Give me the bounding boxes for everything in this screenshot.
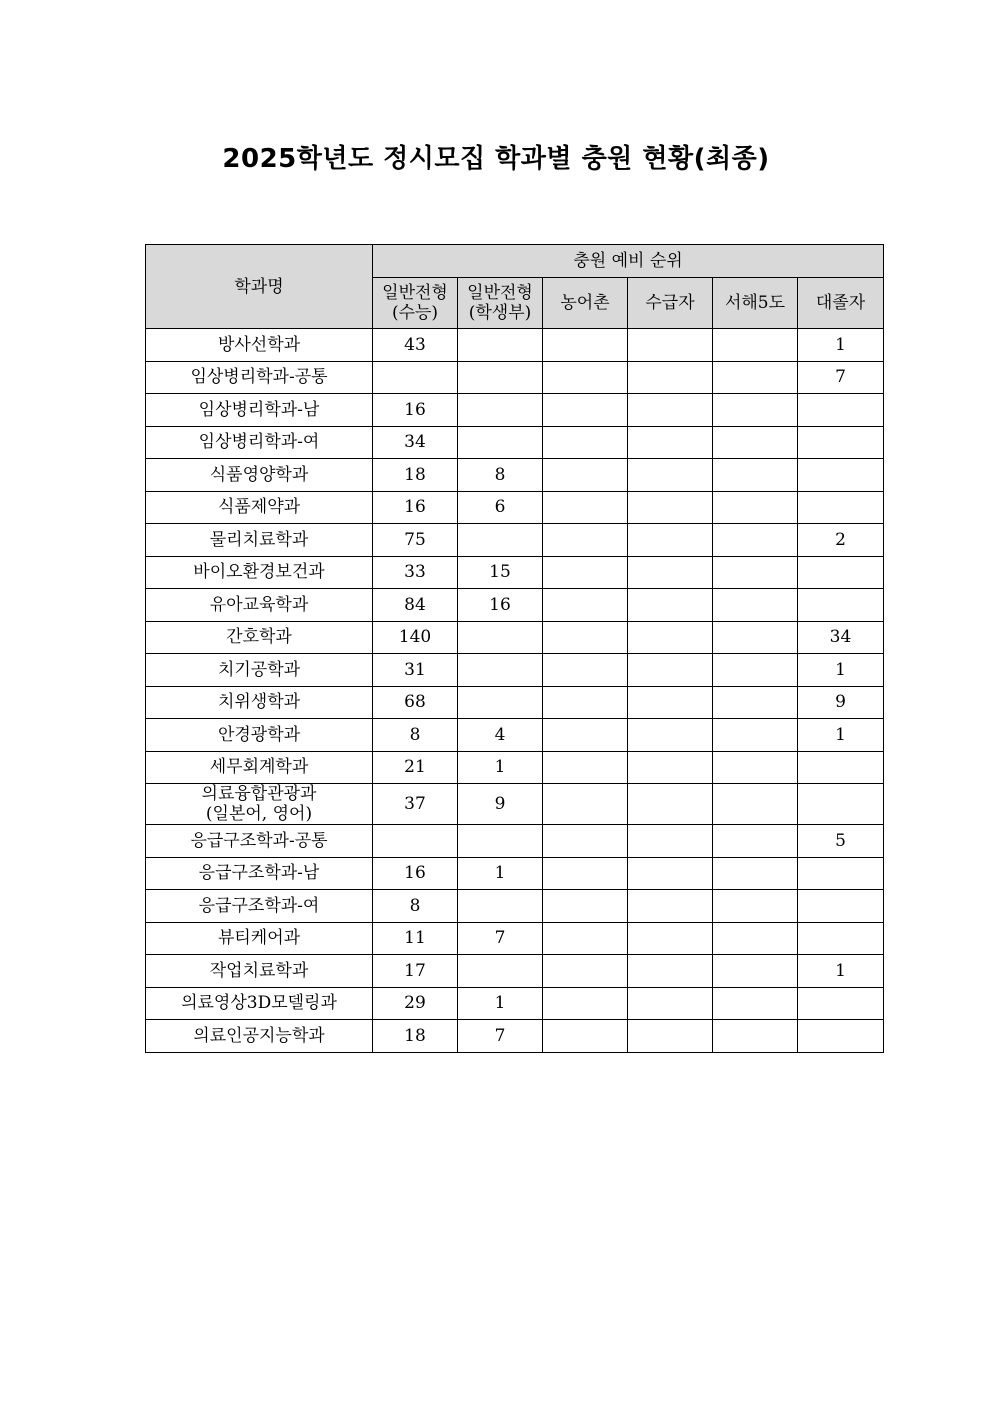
value-cell-rural xyxy=(543,394,628,427)
table-row xyxy=(146,524,884,557)
value-cell-west-sea-islands xyxy=(713,922,798,955)
value-cell-college-graduate: 1 xyxy=(798,329,884,362)
value-cell-college-graduate xyxy=(798,987,884,1020)
value-cell-general-school-record: 6 xyxy=(458,491,543,524)
table-row xyxy=(146,329,884,362)
value-cell-college-graduate xyxy=(798,589,884,622)
table-row xyxy=(146,955,884,988)
value-cell-general-suneung: 8 xyxy=(373,890,458,923)
value-cell-rural xyxy=(543,654,628,687)
value-cell-welfare-recipient xyxy=(628,1020,713,1053)
table-row xyxy=(146,394,884,427)
table-row xyxy=(146,654,884,687)
value-cell-rural xyxy=(543,556,628,589)
value-cell-general-suneung: 84 xyxy=(373,589,458,622)
table-row xyxy=(146,589,884,622)
value-cell-general-suneung xyxy=(373,825,458,858)
value-cell-general-school-record xyxy=(458,955,543,988)
table-row xyxy=(146,459,884,492)
value-cell-college-graduate xyxy=(798,922,884,955)
value-cell-west-sea-islands xyxy=(713,394,798,427)
value-cell-west-sea-islands xyxy=(713,987,798,1020)
value-cell-west-sea-islands xyxy=(713,751,798,784)
value-cell-welfare-recipient xyxy=(628,589,713,622)
value-cell-general-school-record: 1 xyxy=(458,751,543,784)
value-cell-college-graduate: 34 xyxy=(798,621,884,654)
dept-name-cell: 작업치료학과 xyxy=(146,955,373,988)
value-cell-general-suneung: 21 xyxy=(373,751,458,784)
value-cell-general-school-record xyxy=(458,890,543,923)
value-cell-general-suneung: 34 xyxy=(373,426,458,459)
dept-name-cell: 의료인공지능학과 xyxy=(146,1020,373,1053)
value-cell-general-school-record xyxy=(458,329,543,362)
value-cell-rural xyxy=(543,686,628,719)
value-cell-west-sea-islands xyxy=(713,686,798,719)
value-cell-welfare-recipient xyxy=(628,426,713,459)
value-cell-welfare-recipient xyxy=(628,751,713,784)
value-cell-west-sea-islands xyxy=(713,1020,798,1053)
value-cell-college-graduate xyxy=(798,784,884,825)
value-cell-west-sea-islands xyxy=(713,719,798,752)
col-header-general-school-record: 일반전형 (학생부) xyxy=(458,278,543,329)
value-cell-general-suneung: 37 xyxy=(373,784,458,825)
value-cell-west-sea-islands xyxy=(713,857,798,890)
page-title: 2025학년도 정시모집 학과별 충원 현황(최종) xyxy=(222,144,770,174)
value-cell-general-school-record: 8 xyxy=(458,459,543,492)
value-cell-west-sea-islands xyxy=(713,621,798,654)
value-cell-general-suneung: 16 xyxy=(373,491,458,524)
value-cell-college-graduate xyxy=(798,394,884,427)
value-cell-general-school-record: 1 xyxy=(458,857,543,890)
value-cell-college-graduate: 1 xyxy=(798,654,884,687)
value-cell-general-school-record: 4 xyxy=(458,719,543,752)
dept-name-cell: 임상병리학과-남 xyxy=(146,394,373,427)
dept-name-cell: 응급구조학과-남 xyxy=(146,857,373,890)
value-cell-general-suneung xyxy=(373,361,458,394)
table-row xyxy=(146,784,884,825)
value-cell-west-sea-islands xyxy=(713,654,798,687)
value-cell-college-graduate xyxy=(798,857,884,890)
value-cell-general-suneung: 11 xyxy=(373,922,458,955)
value-cell-welfare-recipient xyxy=(628,857,713,890)
table-row xyxy=(146,890,884,923)
value-cell-welfare-recipient xyxy=(628,922,713,955)
dept-name-cell: 의료융합관광과 (일본어, 영어) xyxy=(146,784,373,825)
dept-name-cell: 치위생학과 xyxy=(146,686,373,719)
value-cell-general-school-record xyxy=(458,825,543,858)
value-cell-rural xyxy=(543,491,628,524)
value-cell-general-school-record: 1 xyxy=(458,987,543,1020)
dept-name-cell: 식품영양학과 xyxy=(146,459,373,492)
value-cell-west-sea-islands xyxy=(713,890,798,923)
value-cell-welfare-recipient xyxy=(628,491,713,524)
col-header-welfare-recipient: 수급자 xyxy=(628,278,713,329)
value-cell-general-school-record: 7 xyxy=(458,1020,543,1053)
value-cell-general-school-record: 16 xyxy=(458,589,543,622)
table-row xyxy=(146,361,884,394)
value-cell-rural xyxy=(543,955,628,988)
value-cell-general-suneung: 18 xyxy=(373,459,458,492)
table-row xyxy=(146,719,884,752)
col-header-rural: 농어촌 xyxy=(543,278,628,329)
col-header-college-graduate: 대졸자 xyxy=(798,278,884,329)
value-cell-west-sea-islands xyxy=(713,589,798,622)
value-cell-welfare-recipient xyxy=(628,329,713,362)
value-cell-west-sea-islands xyxy=(713,459,798,492)
value-cell-college-graduate: 5 xyxy=(798,825,884,858)
dept-name-cell: 세무회계학과 xyxy=(146,751,373,784)
group-column-header: 충원 예비 순위 xyxy=(373,245,884,278)
value-cell-college-graduate xyxy=(798,1020,884,1053)
value-cell-general-school-record xyxy=(458,361,543,394)
value-cell-welfare-recipient xyxy=(628,394,713,427)
value-cell-college-graduate: 1 xyxy=(798,955,884,988)
value-cell-west-sea-islands xyxy=(713,491,798,524)
value-cell-welfare-recipient xyxy=(628,987,713,1020)
value-cell-rural xyxy=(543,589,628,622)
value-cell-college-graduate xyxy=(798,491,884,524)
value-cell-general-school-record xyxy=(458,621,543,654)
value-cell-welfare-recipient xyxy=(628,825,713,858)
value-cell-general-suneung: 68 xyxy=(373,686,458,719)
table-body xyxy=(146,329,884,1053)
value-cell-general-suneung: 43 xyxy=(373,329,458,362)
value-cell-rural xyxy=(543,329,628,362)
value-cell-welfare-recipient xyxy=(628,784,713,825)
value-cell-welfare-recipient xyxy=(628,890,713,923)
value-cell-west-sea-islands xyxy=(713,784,798,825)
header-row-group xyxy=(146,245,884,278)
value-cell-general-suneung: 18 xyxy=(373,1020,458,1053)
table-row xyxy=(146,751,884,784)
value-cell-general-school-record xyxy=(458,426,543,459)
value-cell-rural xyxy=(543,890,628,923)
table-row xyxy=(146,621,884,654)
table-row xyxy=(146,491,884,524)
col-header-west-sea-islands: 서해5도 xyxy=(713,278,798,329)
dept-name-cell: 유아교육학과 xyxy=(146,589,373,622)
value-cell-rural xyxy=(543,719,628,752)
dept-column-header: 학과명 xyxy=(146,245,373,329)
value-cell-general-school-record: 9 xyxy=(458,784,543,825)
dept-name-cell: 안경광학과 xyxy=(146,719,373,752)
value-cell-general-school-record xyxy=(458,394,543,427)
dept-name-cell: 응급구조학과-공통 xyxy=(146,825,373,858)
table-row xyxy=(146,857,884,890)
value-cell-west-sea-islands xyxy=(713,329,798,362)
table-row xyxy=(146,686,884,719)
dept-name-cell: 응급구조학과-여 xyxy=(146,890,373,923)
value-cell-west-sea-islands xyxy=(713,825,798,858)
value-cell-college-graduate xyxy=(798,426,884,459)
value-cell-general-suneung: 17 xyxy=(373,955,458,988)
dept-name-cell: 의료영상3D모델링과 xyxy=(146,987,373,1020)
table-row xyxy=(146,426,884,459)
dept-name-cell: 바이오환경보건과 xyxy=(146,556,373,589)
value-cell-college-graduate xyxy=(798,751,884,784)
table-row xyxy=(146,922,884,955)
col-header-general-suneung: 일반전형 (수능) xyxy=(373,278,458,329)
value-cell-welfare-recipient xyxy=(628,654,713,687)
value-cell-welfare-recipient xyxy=(628,459,713,492)
dept-name-cell: 물리치료학과 xyxy=(146,524,373,557)
value-cell-west-sea-islands xyxy=(713,426,798,459)
value-cell-general-suneung: 8 xyxy=(373,719,458,752)
value-cell-college-graduate: 7 xyxy=(798,361,884,394)
value-cell-rural xyxy=(543,459,628,492)
dept-name-cell: 임상병리학과-여 xyxy=(146,426,373,459)
value-cell-college-graduate: 9 xyxy=(798,686,884,719)
value-cell-rural xyxy=(543,524,628,557)
value-cell-welfare-recipient xyxy=(628,686,713,719)
value-cell-general-school-record xyxy=(458,686,543,719)
dept-name-cell: 뷰티케어과 xyxy=(146,922,373,955)
table-row xyxy=(146,556,884,589)
value-cell-rural xyxy=(543,621,628,654)
value-cell-rural xyxy=(543,857,628,890)
value-cell-general-suneung: 16 xyxy=(373,394,458,427)
value-cell-rural xyxy=(543,751,628,784)
value-cell-welfare-recipient xyxy=(628,361,713,394)
value-cell-rural xyxy=(543,922,628,955)
value-cell-general-suneung: 140 xyxy=(373,621,458,654)
value-cell-rural xyxy=(543,987,628,1020)
dept-name-cell: 치기공학과 xyxy=(146,654,373,687)
value-cell-general-school-record: 15 xyxy=(458,556,543,589)
table-row xyxy=(146,825,884,858)
value-cell-west-sea-islands xyxy=(713,556,798,589)
value-cell-general-suneung: 29 xyxy=(373,987,458,1020)
admission-fill-table xyxy=(145,244,884,1053)
value-cell-west-sea-islands xyxy=(713,524,798,557)
value-cell-general-suneung: 33 xyxy=(373,556,458,589)
value-cell-general-school-record xyxy=(458,524,543,557)
value-cell-college-graduate xyxy=(798,890,884,923)
value-cell-general-suneung: 16 xyxy=(373,857,458,890)
table-row xyxy=(146,1020,884,1053)
table-row xyxy=(146,987,884,1020)
value-cell-rural xyxy=(543,361,628,394)
value-cell-welfare-recipient xyxy=(628,524,713,557)
value-cell-welfare-recipient xyxy=(628,955,713,988)
value-cell-general-suneung: 31 xyxy=(373,654,458,687)
value-cell-welfare-recipient xyxy=(628,556,713,589)
value-cell-general-school-record: 7 xyxy=(458,922,543,955)
dept-name-cell: 식품제약과 xyxy=(146,491,373,524)
value-cell-rural xyxy=(543,426,628,459)
value-cell-rural xyxy=(543,784,628,825)
value-cell-college-graduate xyxy=(798,556,884,589)
value-cell-rural xyxy=(543,825,628,858)
value-cell-rural xyxy=(543,1020,628,1053)
dept-name-cell: 임상병리학과-공통 xyxy=(146,361,373,394)
value-cell-welfare-recipient xyxy=(628,621,713,654)
value-cell-general-school-record xyxy=(458,654,543,687)
value-cell-college-graduate: 1 xyxy=(798,719,884,752)
value-cell-west-sea-islands xyxy=(713,361,798,394)
value-cell-college-graduate xyxy=(798,459,884,492)
dept-name-cell: 간호학과 xyxy=(146,621,373,654)
value-cell-college-graduate: 2 xyxy=(798,524,884,557)
dept-name-cell: 방사선학과 xyxy=(146,329,373,362)
value-cell-welfare-recipient xyxy=(628,719,713,752)
value-cell-west-sea-islands xyxy=(713,955,798,988)
value-cell-general-suneung: 75 xyxy=(373,524,458,557)
